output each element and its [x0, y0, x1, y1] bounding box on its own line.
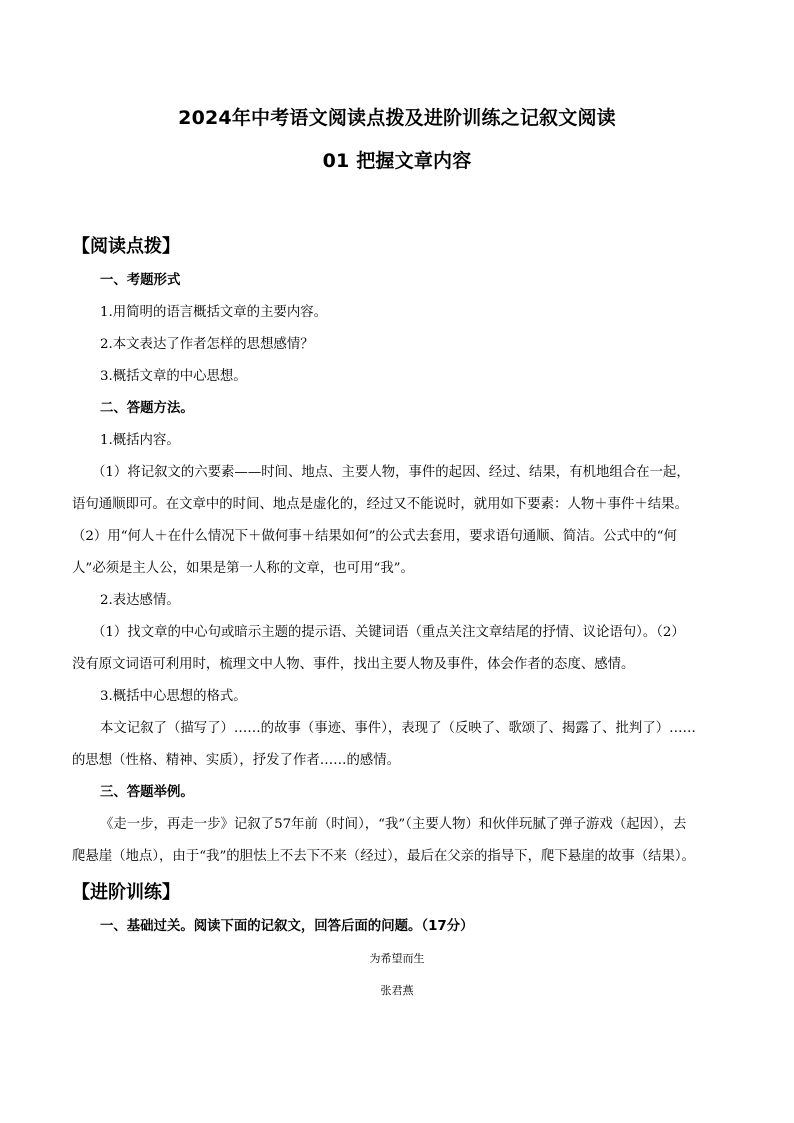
- article-author: 张君燕: [380, 984, 414, 997]
- answer-method-heading: 二、答题方法。: [100, 401, 194, 416]
- question-form-item: 1.用简明的语言概括文章的主要内容。: [100, 305, 328, 320]
- question-form-heading: 一、考题形式: [100, 273, 181, 288]
- reading-guide-heading: 【阅读点拨】: [72, 236, 180, 257]
- paragraph-line: 爬悬崖（地点），由于“我”的胆怯上不去下不来（经过），最后在父亲的指导下，爬下悬崖的故事（结果）。: [72, 849, 695, 864]
- paragraph-line: （2）用“何人＋在什么情况下＋做何事＋结果如何”的公式去套用，要求语句通顺、简洁。公式中的“何: [72, 529, 677, 544]
- method-emotion-heading: 2.表达感情。: [100, 593, 180, 608]
- paragraph-line: （1）将记叙文的六要素——时间、地点、主要人物，事件的起因、经过、结果，有机地组合在一起，: [92, 465, 690, 480]
- document-subtitle: 01 把握文章内容: [322, 150, 472, 172]
- article-title: 为希望而生: [369, 952, 425, 965]
- method-theme-heading: 3.概括中心思想的格式。: [100, 689, 247, 704]
- example-heading: 三、答题举例。: [100, 785, 194, 800]
- paragraph-line: 语句通顺即可。在文章中的时间、地点是虚化的，经过又不能说时，就用如下要素：人物＋事件＋结果。: [72, 497, 688, 512]
- paragraph-line: （1）找文章的中心句或暗示主题的提示语、关键词语（重点关注文章结尾的抒情、议论语句）。（2）: [92, 625, 685, 640]
- training-heading: 【进阶训练】: [72, 882, 180, 903]
- document-title: 2024年中考语文阅读点拨及进阶训练之记叙文阅读: [178, 107, 616, 129]
- paragraph-line: 的思想（性格、精神、实质），抒发了作者……的感情。: [72, 753, 401, 768]
- paragraph-line: 《走一步，再走一步》记叙了57年前（时间），“我”（主要人物）和伙伴玩腻了弹子游戏（起因），去: [100, 817, 687, 832]
- question-form-item: 2.本文表达了作者怎样的思想感情？: [100, 337, 314, 352]
- paragraph-line: 本文记叙了（描写了）……的故事（事迹、事件），表现了（反映了、歌颂了、揭露了、批判了）……: [100, 721, 696, 736]
- paragraph-line: 没有原文词语可利用时，梳理文中人物、事件，找出主要人物及事件，体会作者的态度、感情。: [72, 657, 635, 672]
- question-heading: 一、基础过关。阅读下面的记叙文，回答后面的问题。（17分）: [100, 919, 474, 934]
- method-summarize-heading: 1.概括内容。: [100, 433, 180, 448]
- question-form-item: 3.概括文章的中心思想。: [100, 369, 247, 384]
- paragraph-line: 人”必须是主人公，如果是第一人称的文章，也可用“我”。: [72, 561, 414, 576]
